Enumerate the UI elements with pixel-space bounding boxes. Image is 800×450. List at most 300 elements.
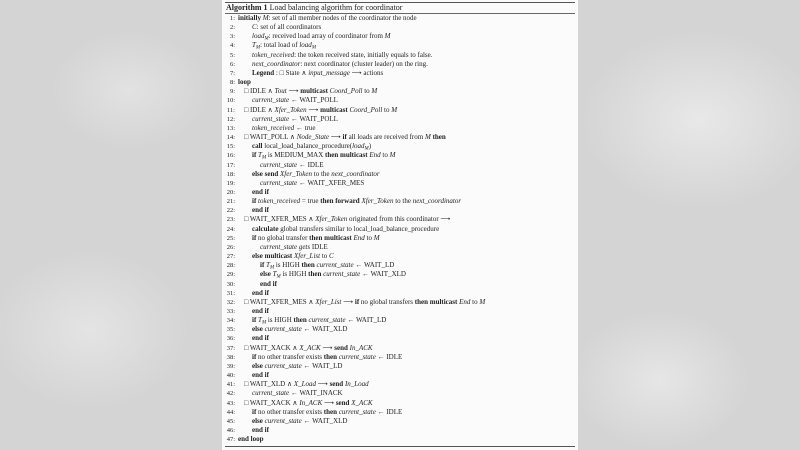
algorithm-line xyxy=(222,234,578,243)
math-segment: M xyxy=(364,146,369,152)
algorithm-line xyxy=(222,316,578,325)
text-segment: ← WAIT_XLD xyxy=(301,416,348,425)
line-number: 29: xyxy=(226,271,235,279)
math-segment: next_coordinator xyxy=(412,197,462,206)
math-segment: In_Load xyxy=(344,380,369,389)
algorithm-line xyxy=(222,371,578,380)
line-text xyxy=(252,23,321,32)
algorithm-line xyxy=(222,87,578,96)
line-number: 5: xyxy=(229,51,235,59)
math-segment: current_state xyxy=(252,389,290,398)
line-number: 28: xyxy=(226,262,235,270)
line-number: 15: xyxy=(226,143,235,151)
text-segment: to xyxy=(362,87,372,96)
algorithm-line xyxy=(222,225,578,234)
math-segment: token_received xyxy=(252,50,295,59)
algorithm-line xyxy=(222,417,578,426)
line-number: 20: xyxy=(226,188,235,196)
line-text xyxy=(252,115,338,124)
line-number: 18: xyxy=(226,170,235,178)
line-text xyxy=(252,307,269,316)
text-segment: ⟶ xyxy=(306,105,321,114)
algorithm-label: Algorithm 1 xyxy=(226,3,268,12)
line-text xyxy=(244,344,373,353)
line-text xyxy=(252,334,269,343)
text-segment: is MEDIUM_MAX xyxy=(266,151,326,160)
math-segment: load xyxy=(299,41,312,50)
keyword: else xyxy=(252,361,265,370)
keyword: then xyxy=(301,261,317,270)
algorithm-line xyxy=(222,78,578,87)
math-segment: current_state xyxy=(260,160,298,169)
keyword: then multicast xyxy=(325,151,370,160)
keyword: then xyxy=(308,270,324,279)
algorithm-line xyxy=(222,69,578,78)
algorithm-line xyxy=(222,298,578,307)
math-segment: token_received xyxy=(252,123,295,132)
math-segment: input_message xyxy=(308,68,350,77)
math-segment: Xfer_List xyxy=(294,252,321,261)
keyword: initially xyxy=(238,14,261,22)
line-text xyxy=(252,353,402,362)
math-segment: C xyxy=(252,23,257,32)
line-number: 39: xyxy=(226,362,235,370)
line-number: 17: xyxy=(226,161,235,169)
keyword: if xyxy=(252,197,259,206)
keyword: Legend xyxy=(252,68,275,77)
line-number: 36: xyxy=(226,335,235,343)
text-segment: □ WAIT_POLL ∧ xyxy=(244,133,297,142)
text-segment: to xyxy=(380,151,390,160)
math-segment: M xyxy=(311,45,316,51)
keyword: then xyxy=(323,407,339,416)
math-segment: current_state xyxy=(338,407,376,416)
math-segment: current_state xyxy=(264,361,302,370)
line-number: 44: xyxy=(226,408,235,416)
algorithm-line xyxy=(222,380,578,389)
algorithm-line xyxy=(222,14,578,23)
line-text xyxy=(244,380,369,389)
math-segment: Xfer_List xyxy=(315,297,342,306)
line-number: 11: xyxy=(226,106,235,114)
line-number: 10: xyxy=(226,97,235,105)
keyword: end if xyxy=(260,279,277,288)
keyword: end if xyxy=(252,371,269,380)
line-number: 30: xyxy=(226,280,235,288)
line-number: 4: xyxy=(229,42,235,50)
line-number: 31: xyxy=(226,289,235,297)
keyword: then forward xyxy=(320,197,362,206)
line-number: 23: xyxy=(226,216,235,224)
math-segment: token_received xyxy=(258,197,301,206)
line-number: 38: xyxy=(226,353,235,361)
keyword: end loop xyxy=(238,435,264,444)
line-text xyxy=(252,252,334,261)
text-segment: : the token received state, initially equals to false. xyxy=(294,50,433,59)
line-number: 43: xyxy=(226,399,235,407)
math-segment: T xyxy=(258,151,262,160)
keyword: end if xyxy=(252,206,269,215)
line-text xyxy=(260,243,328,252)
line-text xyxy=(260,161,324,170)
math-segment: C xyxy=(329,252,334,261)
math-segment: In_ACK xyxy=(349,343,373,352)
math-segment: load xyxy=(352,142,365,151)
algorithm-line xyxy=(222,280,578,289)
math-segment: M xyxy=(373,233,380,242)
algorithm-line xyxy=(222,325,578,334)
math-segment: M xyxy=(479,297,486,306)
line-text xyxy=(238,14,417,23)
math-segment: M xyxy=(255,45,261,51)
line-text xyxy=(252,371,269,380)
line-number: 42: xyxy=(226,390,235,398)
text-segment: originated from this coordinator ⟶ xyxy=(347,215,451,224)
line-text xyxy=(252,417,347,426)
math-segment: M xyxy=(371,87,378,96)
text-segment: to xyxy=(470,297,480,306)
line-number: 12: xyxy=(226,115,235,123)
text-segment: to xyxy=(364,233,374,242)
text-segment: no other transfer exists xyxy=(256,407,324,416)
math-segment: Coord_Poll xyxy=(329,87,363,96)
text-segment: ← WAIT_POLL xyxy=(289,96,338,105)
line-number: 3: xyxy=(229,33,235,41)
math-segment: Tout xyxy=(274,87,287,96)
keyword: end if xyxy=(252,288,269,297)
algorithm-line xyxy=(222,289,578,298)
text-segment: ← true xyxy=(294,123,316,132)
text-segment: ⟶ xyxy=(286,87,301,96)
text-segment: no global transfer xyxy=(256,233,310,242)
text-segment: ← IDLE xyxy=(375,352,403,361)
algorithm-line xyxy=(222,307,578,316)
line-text xyxy=(252,69,383,78)
text-segment: □ WAIT_XFER_MES ∧ xyxy=(244,215,316,224)
line-number: 41: xyxy=(226,381,235,389)
text-segment: : set of all member nodes of the coordinator the node xyxy=(268,14,417,22)
algorithm-line xyxy=(222,151,578,160)
algorithm-line xyxy=(222,197,578,206)
line-text xyxy=(252,206,269,215)
keyword: if xyxy=(342,133,347,142)
algorithm-line xyxy=(222,32,578,41)
keyword: then xyxy=(430,133,446,142)
line-number: 16: xyxy=(226,152,235,160)
algorithm-title: Load balancing algorithm for coordinator xyxy=(267,3,403,12)
keyword: if xyxy=(252,151,259,160)
algorithm-line xyxy=(222,261,578,270)
math-segment: current_state xyxy=(264,416,302,425)
math-segment: M xyxy=(384,32,391,41)
line-number: 26: xyxy=(226,243,235,251)
text-segment: ← WAIT_XLD xyxy=(360,270,406,279)
line-text xyxy=(252,170,380,179)
line-number: 34: xyxy=(226,317,235,325)
keyword: then multicast xyxy=(414,297,460,306)
math-segment: X_ACK xyxy=(351,398,373,407)
text-segment: ← WAIT_XLD xyxy=(301,325,348,334)
keyword: end if xyxy=(252,426,269,435)
text-segment: to xyxy=(382,105,392,114)
line-number: 40: xyxy=(226,372,235,380)
math-segment: M xyxy=(264,36,269,42)
algorithm-line xyxy=(222,426,578,435)
algorithm-line xyxy=(222,124,578,133)
math-segment: current_state xyxy=(316,261,354,270)
math-segment: M xyxy=(261,155,267,161)
line-text xyxy=(252,197,461,206)
keyword: else xyxy=(252,325,265,334)
algorithm-line xyxy=(222,408,578,417)
text-segment: : received load array of coordinator from xyxy=(268,32,385,41)
line-number: 33: xyxy=(226,308,235,315)
line-number: 9: xyxy=(229,88,235,96)
line-text xyxy=(238,78,251,87)
algorithm-lines xyxy=(222,14,578,444)
line-text xyxy=(244,87,377,96)
line-text xyxy=(244,133,446,142)
math-segment: T xyxy=(258,316,262,325)
math-segment: current_state xyxy=(264,325,302,334)
math-segment: current_state xyxy=(323,270,361,279)
keyword: multicast xyxy=(320,105,350,114)
line-text xyxy=(244,215,450,224)
line-text xyxy=(252,60,428,69)
keyword: end if xyxy=(252,187,269,196)
math-segment: next_coordinator xyxy=(331,169,380,178)
line-number: 7: xyxy=(229,69,235,77)
text-segment: □ WAIT_XACK ∧ xyxy=(244,343,300,352)
algorithm-line xyxy=(222,270,578,279)
text-segment: ⟶ xyxy=(329,133,343,142)
math-segment: In_ACK xyxy=(299,398,323,407)
text-segment: : □ State ∧ xyxy=(274,68,309,77)
line-text xyxy=(252,289,269,298)
line-number: 25: xyxy=(226,234,235,242)
text-segment: □ WAIT_XLD ∧ xyxy=(244,380,294,389)
keyword: if xyxy=(252,352,257,361)
text-segment: □ IDLE ∧ xyxy=(244,87,275,96)
math-segment: M xyxy=(424,133,431,142)
math-segment: current_state xyxy=(252,96,290,105)
text-segment: all loads are received from xyxy=(346,133,425,142)
line-number: 47: xyxy=(226,436,235,444)
line-number: 14: xyxy=(226,134,235,142)
math-segment: M xyxy=(389,151,396,160)
keyword: else send xyxy=(252,169,280,178)
algorithm-line xyxy=(222,399,578,408)
math-segment: T xyxy=(252,41,256,50)
text-segment: no other transfer exists xyxy=(256,352,324,361)
text-segment: : set of all coordinators xyxy=(256,23,322,32)
text-segment: ← IDLE xyxy=(375,407,403,416)
text-segment: ← WAIT_POLL xyxy=(289,114,338,123)
math-segment: current_state xyxy=(252,114,290,123)
algorithm-line xyxy=(222,252,578,261)
line-number: 8: xyxy=(229,79,235,87)
math-segment: T xyxy=(272,270,277,279)
text-segment: local_load_balance_procedure( xyxy=(262,142,353,151)
text-segment: to the xyxy=(312,169,332,178)
algorithm-line xyxy=(222,334,578,343)
text-segment: ← IDLE xyxy=(297,160,324,169)
keyword: calculate xyxy=(252,224,279,233)
algorithm-line xyxy=(222,142,578,151)
algorithm-line xyxy=(222,41,578,50)
algorithm-line xyxy=(222,96,578,105)
algorithm-line xyxy=(222,23,578,32)
text-segment: □ WAIT_XFER_MES ∧ xyxy=(244,297,316,306)
keyword: if xyxy=(252,233,257,242)
line-number: 46: xyxy=(226,427,235,435)
math-segment: M xyxy=(276,274,281,280)
algorithm-line xyxy=(222,133,578,142)
math-segment: T xyxy=(266,261,270,270)
math-segment: M xyxy=(260,14,269,22)
keyword: end if xyxy=(252,307,269,315)
keyword: send xyxy=(329,380,345,389)
math-segment: X_Load xyxy=(293,380,317,389)
text-segment: ← WAIT_INACK xyxy=(289,389,343,398)
text-segment: : next coordinator (cluster leader) on the ring. xyxy=(300,59,428,68)
line-text xyxy=(244,106,397,115)
algorithm-line xyxy=(222,179,578,188)
keyword: then xyxy=(323,352,339,361)
math-segment: current_state xyxy=(260,178,298,187)
line-number: 6: xyxy=(229,60,235,68)
keyword: else multicast xyxy=(252,252,294,261)
math-segment: Xfer_Token xyxy=(315,215,348,224)
line-number: 21: xyxy=(226,198,235,206)
algorithm-line xyxy=(222,115,578,124)
line-text xyxy=(260,179,364,188)
line-number: 24: xyxy=(226,225,235,233)
text-segment: ← WAIT_LD xyxy=(353,261,395,270)
math-segment: M xyxy=(269,265,275,271)
math-segment: Xfer_Token xyxy=(280,169,313,178)
line-text xyxy=(252,51,433,60)
math-segment: current_state xyxy=(338,352,376,361)
text-segment: □ WAIT_XACK ∧ xyxy=(244,398,300,407)
text-segment: □ IDLE ∧ xyxy=(244,105,275,114)
algorithm-line xyxy=(222,206,578,215)
keyword: send xyxy=(334,343,350,352)
line-number: 2: xyxy=(229,24,235,32)
keyword: send xyxy=(335,398,352,407)
line-number: 45: xyxy=(226,417,235,425)
keyword: if xyxy=(252,407,257,416)
line-number: 1: xyxy=(229,15,235,22)
math-segment: Xfer_Token xyxy=(361,197,394,206)
text-segment: ← WAIT_XFER_MES xyxy=(297,178,365,187)
math-segment: Coord_Poll xyxy=(349,105,383,114)
line-text xyxy=(252,96,338,105)
text-segment: ⟶ xyxy=(322,398,336,407)
text-segment: ⟶ xyxy=(320,343,335,352)
algorithm-line xyxy=(222,188,578,197)
math-segment: X_ACK xyxy=(299,343,321,352)
text-segment: to the xyxy=(393,197,413,206)
text-segment: global transfers similar to local_load_balance_procedure xyxy=(278,224,440,233)
line-number: 19: xyxy=(226,179,235,187)
text-segment: is HIGH xyxy=(266,316,294,325)
math-segment: load xyxy=(252,32,265,41)
text-segment: to xyxy=(320,252,330,261)
text-segment: ← WAIT_LD xyxy=(345,316,387,325)
keyword: if xyxy=(354,297,360,306)
math-segment: End xyxy=(353,233,365,242)
math-segment: Xfer_Token xyxy=(274,105,307,114)
line-number: 37: xyxy=(226,344,235,352)
algorithm-line xyxy=(222,106,578,115)
line-number: 27: xyxy=(226,253,235,261)
math-segment: M xyxy=(391,105,398,114)
keyword: multicast xyxy=(300,87,330,96)
text-segment: ⟶ xyxy=(341,297,355,306)
text-segment: ⟶ xyxy=(316,380,330,389)
line-text xyxy=(244,298,485,307)
algorithm-line xyxy=(222,389,578,398)
math-segment: next_coordinator xyxy=(252,59,301,68)
math-segment: End xyxy=(369,151,381,160)
text-segment: = true xyxy=(300,197,321,206)
text-segment: is HIGH xyxy=(280,270,309,279)
keyword: if xyxy=(260,261,267,270)
line-number: 13: xyxy=(226,124,235,132)
math-segment: End xyxy=(459,297,471,306)
line-text xyxy=(244,399,373,408)
line-text xyxy=(252,389,343,398)
line-text xyxy=(252,188,269,197)
line-text xyxy=(252,234,380,243)
keyword: then multicast xyxy=(309,233,354,242)
line-text xyxy=(252,426,269,435)
line-text xyxy=(252,362,342,371)
line-text xyxy=(252,408,402,417)
line-text xyxy=(252,225,439,234)
algorithm-line xyxy=(222,243,578,252)
text-segment: is HIGH xyxy=(274,261,302,270)
line-text xyxy=(252,124,316,133)
text-segment: IDLE xyxy=(310,242,328,251)
keyword: else xyxy=(252,416,265,425)
text-segment: no global transfers xyxy=(359,297,415,306)
algorithm-line xyxy=(222,353,578,362)
line-text xyxy=(238,435,263,444)
text-segment: : total load of xyxy=(260,41,300,50)
math-segment: current_state gets xyxy=(260,242,311,251)
algorithm-line xyxy=(222,170,578,179)
math-segment: current_state xyxy=(308,316,346,325)
line-text xyxy=(252,325,347,334)
math-segment: Node_State xyxy=(296,133,329,142)
bottom-rule xyxy=(225,446,575,447)
algorithm-line xyxy=(222,344,578,353)
line-text xyxy=(260,280,277,289)
algorithm-line xyxy=(222,215,578,224)
algorithm-caption xyxy=(226,3,402,12)
keyword: if xyxy=(252,316,259,325)
text-segment: ⟶ actions xyxy=(349,68,384,77)
line-number: 32: xyxy=(226,298,235,306)
text-segment: ← WAIT_LD xyxy=(301,361,343,370)
keyword: loop xyxy=(238,78,251,87)
math-segment: M xyxy=(261,320,267,326)
keyword: call xyxy=(252,142,263,151)
keyword: end if xyxy=(252,334,269,343)
algorithm-line xyxy=(222,60,578,69)
